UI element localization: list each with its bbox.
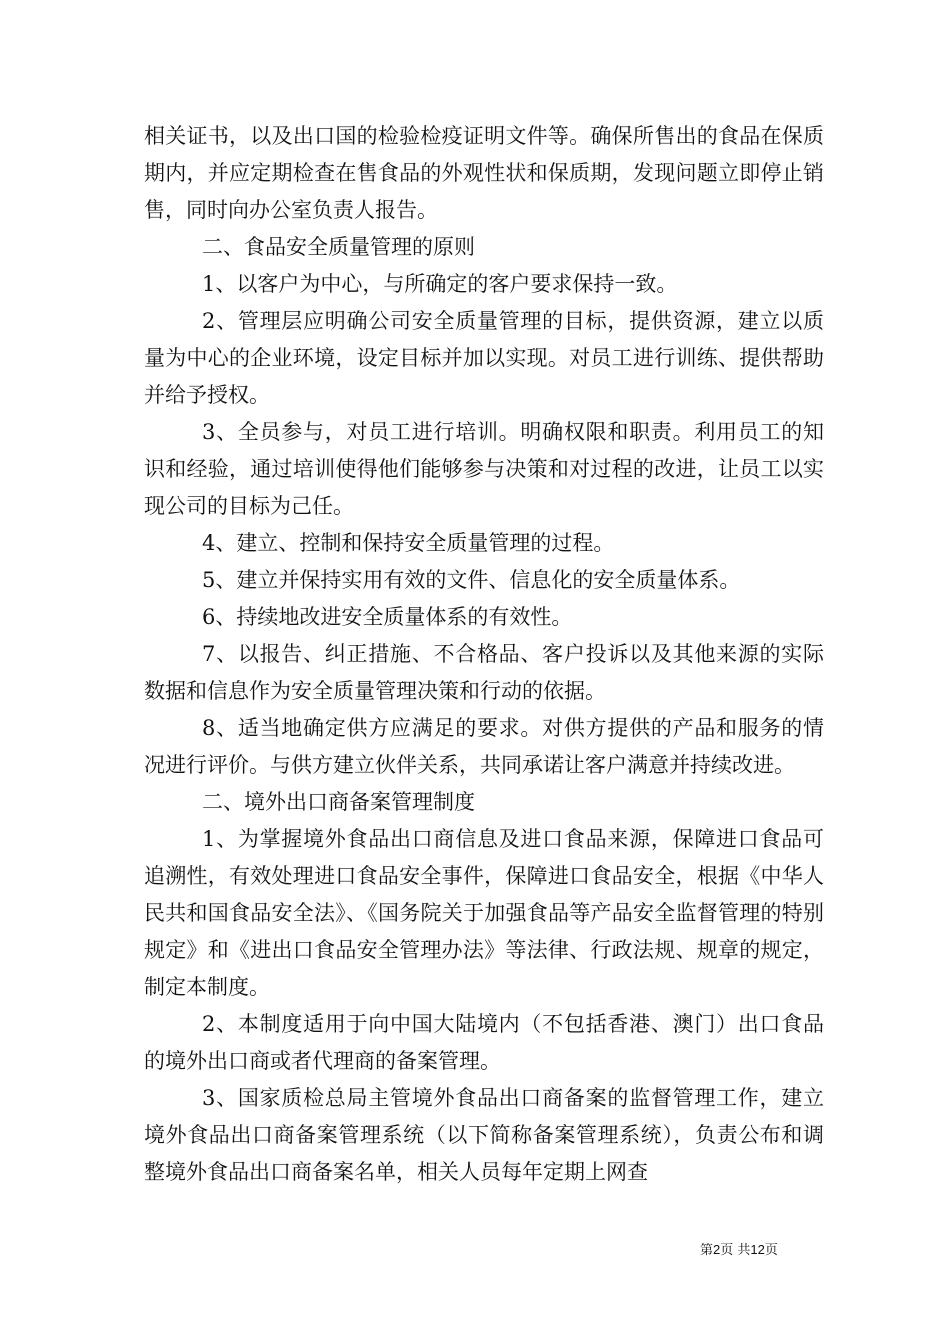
footer-suffix: 页 (764, 1243, 778, 1258)
paragraph-registration-2: 2、本制度适用于向中国大陆境内（不包括香港、澳门）出口食品的境外出口商或者代理商的备案管理。 (144, 1012, 824, 1073)
footer-middle: 页 共 (720, 1243, 751, 1258)
footer-total-pages: 12 (750, 1242, 765, 1257)
document-body (144, 118, 824, 1191)
page-footer (700, 1242, 778, 1259)
paragraph-registration-3: 3、国家质检总局主管境外食品出口商备案的监督管理工作，建立境外食品出口商备案管理系统（以下简称备案管理系统），负责公布和调整境外食品出口商备案名单，相关人员每年定期上网查 (144, 1086, 824, 1184)
paragraph-registration-1: 1、为掌握境外食品出口商信息及进口食品来源，保障进口食品可追溯性，有效处理进口食品安全事件，保障进口食品安全，根据《中华人民共和国食品安全法》、《国务院关于加强食品等产品安全监督管理的特别规定》和《进出口食品安全管理办法》等法律、行政法规、规章的规定，制定本制度。 (144, 827, 824, 999)
paragraph-principle-1: 1、以客户为中心，与所确定的客户要求保持一致。 (202, 272, 678, 296)
section-heading-exporter-registration: 二、境外出口商备案管理制度 (202, 790, 475, 814)
footer-prefix: 第 (700, 1243, 714, 1258)
paragraph-principle-3: 3、全员参与，对员工进行培训。明确权限和职责。利用员工的知识和经验，通过培训使得他们能够参与决策和对过程的改进，让员工以实现公司的目标为己任。 (144, 420, 824, 518)
footer-page-number: 2 (713, 1242, 721, 1257)
section-heading-principles: 二、食品安全质量管理的原则 (202, 235, 475, 259)
paragraph-principle-2: 2、管理层应明确公司安全质量管理的目标，提供资源，建立以质量为中心的企业环境，设定目标并加以实现。对员工进行训练、提供帮助并给予授权。 (144, 309, 824, 407)
paragraph-principle-5: 5、建立并保持实用有效的文件、信息化的安全质量体系。 (202, 568, 741, 592)
paragraph-principle-8: 8、适当地确定供方应满足的要求。对供方提供的产品和服务的情况进行评价。与供方建立伙伴关系，共同承诺让客户满意并持续改进。 (144, 716, 824, 777)
paragraph-principle-7: 7、以报告、纠正措施、不合格品、客户投诉以及其他来源的实际数据和信息作为安全质量管理决策和行动的依据。 (144, 642, 824, 703)
paragraph-1: 相关证书，以及出口国的检验检疫证明文件等。确保所售出的食品在保质期内，并应定期检查在售食品的外观性状和保质期，发现问题立即停止销售，同时向办公室负责人报告。 (144, 124, 824, 222)
paragraph-principle-6: 6、持续地改进安全质量体系的有效性。 (202, 605, 573, 629)
paragraph-principle-4: 4、建立、控制和保持安全质量管理的过程。 (202, 531, 615, 555)
